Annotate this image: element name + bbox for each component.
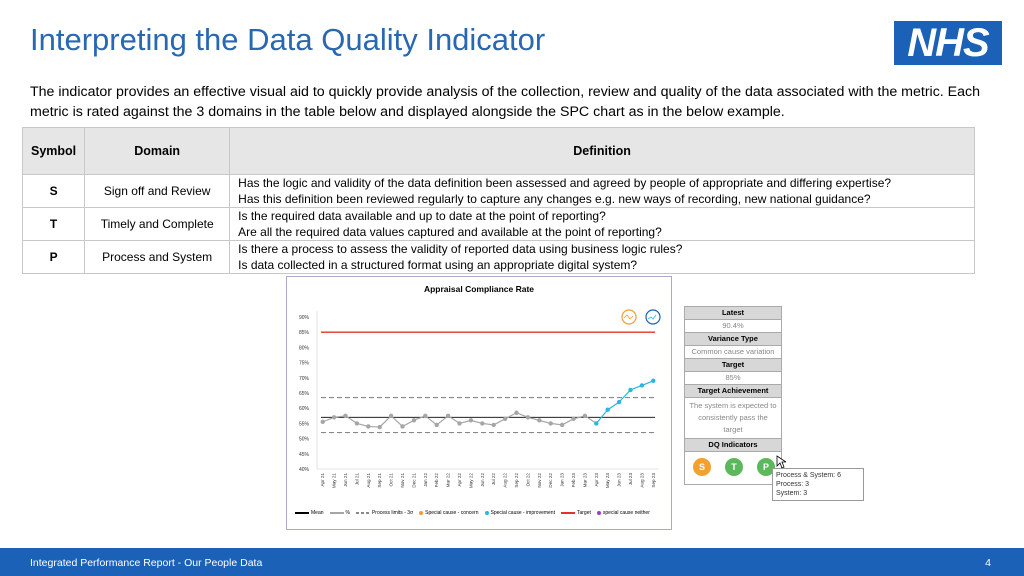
x-tick-label: Apr 21 xyxy=(320,473,326,487)
dq-sign-off-badge[interactable]: S xyxy=(693,458,711,476)
definition-line: Has this definition been reviewed regularly to capture any changes e.g. new ways of recording, new national guidance? xyxy=(238,192,871,206)
x-tick-label: Jan 23 xyxy=(559,473,565,487)
x-tick-label: Jul 21 xyxy=(354,473,360,486)
data-point xyxy=(628,388,632,392)
data-point xyxy=(537,418,541,422)
dq-label: DQ Indicators xyxy=(684,438,782,451)
data-point xyxy=(469,418,473,422)
dq-indicators xyxy=(684,451,782,485)
series-segment xyxy=(596,410,607,424)
x-tick-label: May 23 xyxy=(605,473,611,489)
data-point xyxy=(332,415,336,419)
spc-chart xyxy=(286,276,672,530)
data-point xyxy=(549,421,553,425)
table-row xyxy=(23,175,975,208)
footer-bar xyxy=(0,548,1024,576)
header-domain: Domain xyxy=(85,128,230,175)
x-tick-label: Mar 22 xyxy=(445,473,451,488)
y-tick-label: 60% xyxy=(298,406,309,413)
target-value: 85% xyxy=(684,371,782,384)
definition-line: Is the required data available and up to date at the point of reporting? xyxy=(238,209,606,223)
x-tick-label: Oct 22 xyxy=(525,473,531,487)
header-symbol: Symbol xyxy=(23,128,85,175)
chart-title: Appraisal Compliance Rate xyxy=(423,284,535,294)
data-point xyxy=(343,414,347,418)
definition-line: Is data collected in a structured format using an appropriate digital system? xyxy=(238,258,638,272)
y-tick-label: 80% xyxy=(298,345,309,352)
row-symbol: T xyxy=(23,208,85,241)
data-point xyxy=(651,379,655,383)
data-point xyxy=(366,424,370,428)
intro-paragraph: The indicator provides an effective visual aid to quickly provide analysis of the collection, review and quality of the data associated with the metric. Each metric is rated against the 3 domains in the table below and displayed alongside the SPC chart as in the below example. xyxy=(30,84,981,120)
metric-summary-panel xyxy=(684,306,782,485)
legend-process-limits: Process limits - 3σ xyxy=(356,510,413,516)
x-tick-label: Mar 23 xyxy=(582,473,588,488)
legend-neither: special cause neither xyxy=(597,510,650,516)
definition-line: Has the logic and validity of the data definition been assessed and agreed by people of appropriate and differing expertise? xyxy=(238,176,892,190)
variation-icon xyxy=(622,310,636,324)
tooltip-line: Process & System: 6 xyxy=(776,472,841,479)
tooltip-line: Process: 3 xyxy=(776,481,810,488)
data-point xyxy=(583,414,587,418)
legend-mean: Mean xyxy=(295,510,324,516)
row-definition xyxy=(230,241,975,274)
y-tick-label: 55% xyxy=(298,421,309,428)
data-point xyxy=(560,423,564,427)
row-domain: Timely and Complete xyxy=(85,208,230,241)
cursor-icon xyxy=(776,455,786,469)
variance-value: Common cause variation xyxy=(684,345,782,358)
y-tick-label: 70% xyxy=(298,375,309,382)
data-point xyxy=(389,414,393,418)
data-point xyxy=(571,417,575,421)
x-tick-label: Aug 21 xyxy=(365,473,371,488)
data-point xyxy=(400,424,404,428)
x-tick-label: May 21 xyxy=(331,473,337,489)
x-tick-label: Oct 21 xyxy=(388,473,394,487)
dq-timely-badge[interactable]: T xyxy=(725,458,743,476)
dq-tooltip xyxy=(772,468,864,501)
header-definition: Definition xyxy=(230,128,975,175)
data-point xyxy=(640,383,644,387)
row-domain: Process and System xyxy=(85,241,230,274)
achievement-value: The system is expected to consistently pass the target xyxy=(684,397,782,438)
row-domain: Sign off and Review xyxy=(85,175,230,208)
y-tick-label: 50% xyxy=(298,436,309,443)
page-title: Interpreting the Data Quality Indicator xyxy=(30,22,546,57)
row-symbol: P xyxy=(23,241,85,274)
data-point xyxy=(423,414,427,418)
data-point xyxy=(606,408,610,412)
spc-chart-svg xyxy=(287,277,671,509)
x-tick-label: Jun 22 xyxy=(479,473,485,487)
legend-improvement: Special cause - improvement xyxy=(485,510,555,516)
y-tick-label: 40% xyxy=(298,467,309,473)
achievement-label: Target Achievement xyxy=(684,384,782,397)
data-point xyxy=(457,421,461,425)
x-tick-label: Nov 21 xyxy=(400,473,405,488)
legend-data: % xyxy=(330,510,350,516)
assurance-icon xyxy=(646,310,660,324)
row-definition xyxy=(230,175,975,208)
x-tick-label: May 22 xyxy=(468,473,474,489)
nhs-logo: NHS xyxy=(894,21,1002,65)
x-tick-label: Jan 22 xyxy=(422,473,428,487)
data-point xyxy=(492,423,496,427)
x-tick-label: Dec 22 xyxy=(548,473,554,488)
x-tick-label: Jun 23 xyxy=(616,473,622,487)
definition-line: Is there a process to assess the validity of reported data using business logic rules? xyxy=(238,242,683,256)
data-point xyxy=(321,420,325,424)
data-point xyxy=(594,421,598,425)
x-tick-label: Jun 21 xyxy=(343,473,348,487)
y-tick-label: 75% xyxy=(298,360,309,367)
latest-value: 90.4% xyxy=(684,319,782,332)
footer-text: Integrated Performance Report - Our People Data xyxy=(30,557,263,569)
data-point xyxy=(617,400,621,404)
x-tick-label: Aug 23 xyxy=(639,473,645,488)
data-point xyxy=(514,411,518,415)
x-tick-label: Apr 22 xyxy=(457,473,462,487)
table-header-row xyxy=(23,128,975,175)
variance-label: Variance Type xyxy=(684,332,782,345)
x-tick-label: Aug 22 xyxy=(502,473,508,488)
data-point xyxy=(412,418,416,422)
x-tick-label: Jul 23 xyxy=(628,473,633,486)
dq-domain-table xyxy=(22,127,975,274)
dq-process-badge[interactable]: P xyxy=(757,458,775,476)
tooltip-line: System: 3 xyxy=(776,490,808,497)
data-point xyxy=(446,414,450,418)
x-tick-label: Sep 23 xyxy=(650,473,656,488)
data-point xyxy=(480,421,484,425)
legend-concern: Special cause - concern xyxy=(419,510,478,516)
x-tick-label: Feb 23 xyxy=(571,473,576,488)
series-segment xyxy=(619,390,630,402)
y-tick-label: 90% xyxy=(298,315,309,321)
x-tick-label: Jul 22 xyxy=(491,473,497,486)
data-point xyxy=(355,421,359,425)
latest-label: Latest xyxy=(684,306,782,319)
table-row xyxy=(23,208,975,241)
data-point xyxy=(435,423,439,427)
y-tick-label: 45% xyxy=(298,451,309,458)
data-point xyxy=(503,417,507,421)
page-number: 4 xyxy=(985,557,991,569)
y-tick-label: 85% xyxy=(298,330,309,337)
legend-target: Target xyxy=(561,510,591,516)
target-label: Target xyxy=(684,358,782,371)
x-tick-label: Nov 22 xyxy=(536,473,542,488)
data-point xyxy=(526,415,530,419)
x-tick-label: Sep 21 xyxy=(377,473,383,488)
row-symbol: S xyxy=(23,175,85,208)
y-tick-label: 65% xyxy=(298,391,309,397)
data-point xyxy=(378,425,382,429)
x-tick-label: Sep 22 xyxy=(514,473,519,488)
x-tick-label: Feb 22 xyxy=(434,473,440,488)
x-tick-label: Dec 21 xyxy=(411,473,417,488)
definition-line: Are all the required data values captured and available at the point of reporting? xyxy=(238,225,662,239)
row-definition xyxy=(230,208,975,241)
x-tick-label: Apr 23 xyxy=(593,473,599,487)
chart-legend xyxy=(295,510,665,516)
table-row xyxy=(23,241,975,274)
